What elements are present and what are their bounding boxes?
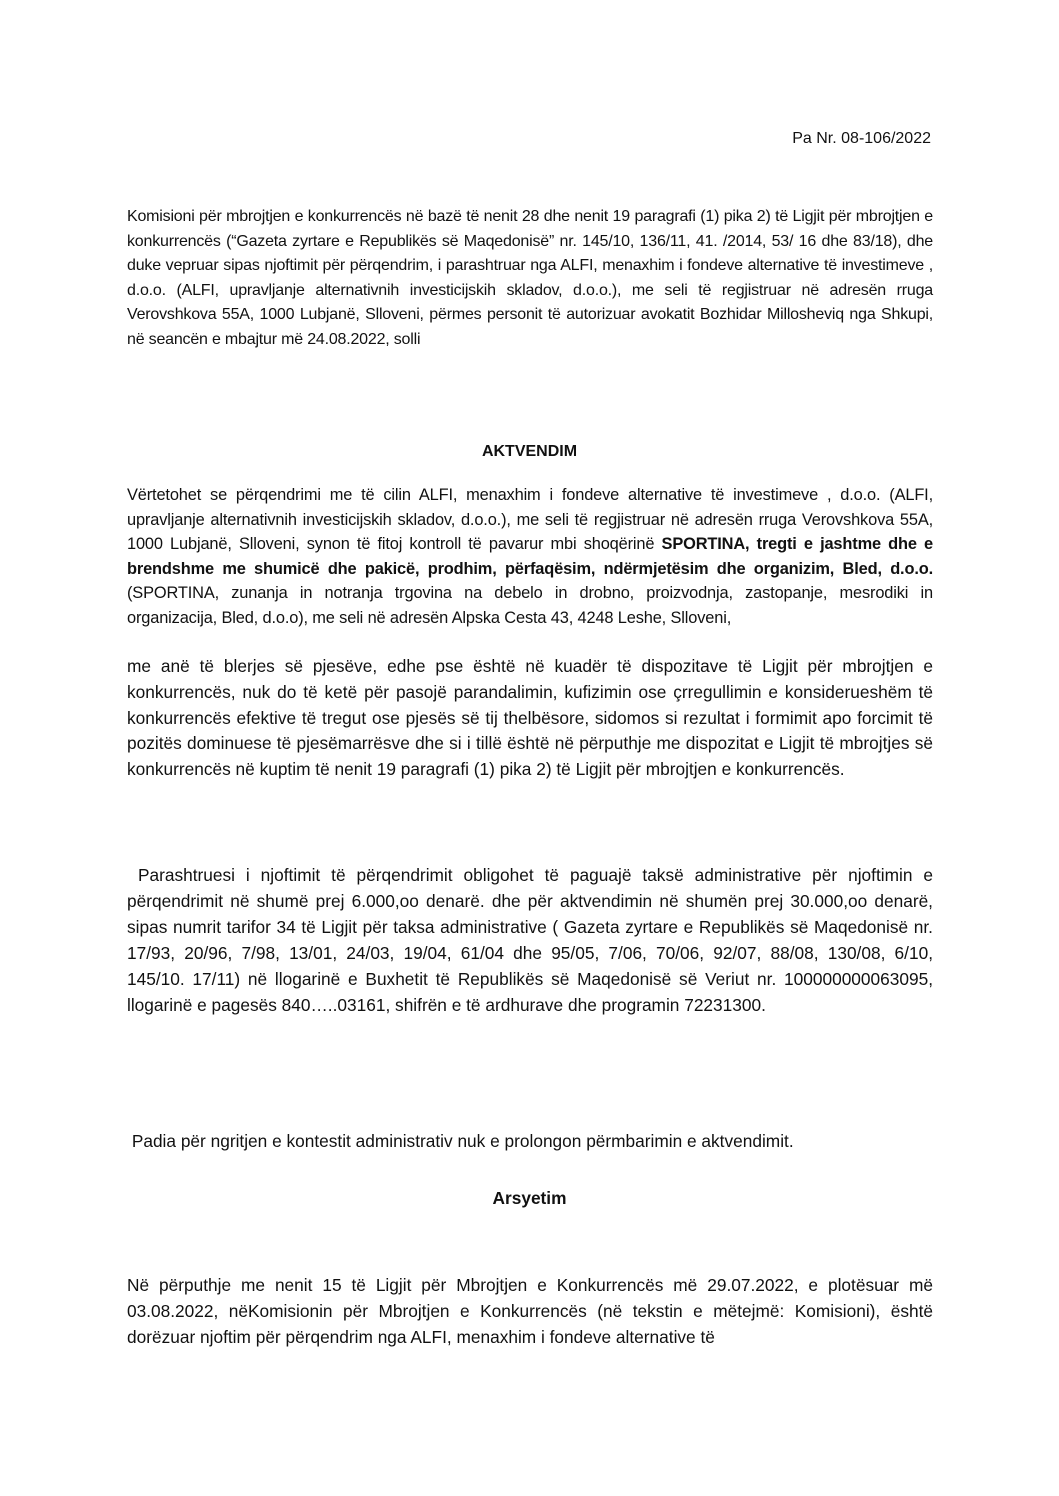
fee-paragraph	[127, 862, 933, 1018]
company-name-bold: SPORTINA, tregti e jashtme dhe e brendshme me shumicë dhe pakicë, prodhim, përfaqësim, ndërmjetësim dhe organizim, Bled, d.o.o.	[127, 535, 934, 578]
case-reference-number: Pa Nr. 08-106/2022	[792, 130, 931, 147]
decision-heading: AKTVENDIM	[481, 443, 578, 460]
appeal-text: Padia për ngritjen e kontestit administrativ nuk e prolongon përmbarimin e aktvendimit.	[131, 1131, 794, 1151]
reasoning-heading: Arsyetim	[492, 1188, 567, 1208]
reasoning-paragraph: Në përputhje me nenit 15 të Ligjit për Mbrojtjen e Konkurrencës më 29.07.2022, e plotësuar më 03.08.2022, nëKomisionin për Mbrojtjen e Konkurrencës (në tekstin e mëtejmë: Komisioni), është dorëzuar njoftim për përqendrim nga ALFI, menaxhim i fondeve alternative të	[127, 1275, 933, 1347]
decision-text-part1: Vërtetohet se përqendrimi me të cilin ALFI, menaxhim i fondeve alternative të investimeve , d.o.o. (ALFI, upravljanje alternativnih investicijskih skladov, d.o.o.), me seli të regjistruar në adresën rruga Verovshkova 55A, 1000 Lubjanë, Slloveni, synon të fitoj kontroll të pavarur mbi shoqërinë	[127, 486, 933, 554]
decision-text-part2: (SPORTINA, zunanja in notranja trgovina na debelo in drobno, proizvodnja, zastopanje, mesrodiki in organizacija, Bled, d.o.o), me seli në adresën Alpska Cesta 43, 4248 Leshe, Slloveni,	[127, 584, 933, 627]
appeal-paragraph	[127, 1128, 933, 1154]
fee-text: Parashtruesi i njoftimit të përqendrimit obligohet të paguajë taksë administrative për njoftimin e përqendrimit në shumë prej 6.000,oo denarë. dhe për aktvendimin në shumën prej 30.000,oo denarë, sipas numrit tarifor 34 të Ligjit për taksa administrative ( Gazeta zyrtare e Republikës së Maqedonisë nr. 17/93, 20/96, 7/98, 13/01, 24/03, 19/04, 61/04 dhe 95/05, 7/06, 70/06, 92/07, 88/08, 130/08, 6/10, 145/10. 17/11) në llogarinë e Buxhetit të Republikës së Maqedonisë së Veriut nr. 100000000063095, llogarinë e pagesës 840…..03161, shifrën e të ardhurave dhe programin 72231300.	[127, 865, 933, 1015]
decision-paragraph-body: me anë të blerjes së pjesëve, edhe pse është në kuadër të dispozitave të Ligjit për mbrojtjen e konkurrencës, nuk do të ketë për pasojë parandalimin, kufizimin ose çrregullimin e konsiderueshëm të konkurrencës efektive të tregut ose pjesës së tij thelbësore, sidomos si rezultat i formimit apo forcimit të pozitës dominuese të pjesëmarrësve dhe si i tillë është në përputhje me dispozitat e Ligjit të mbrojtjes së konkurrencës në kuptim të nenit 19 paragrafi (1) pika 2) të Ligjit për mbrojtjen e konkurrencës.	[127, 656, 933, 780]
decision-paragraph-intro	[127, 483, 933, 631]
preamble-paragraph: Komisioni për mbrojtjen e konkurrencës në bazë të nenit 28 dhe nenit 19 paragrafi (1) pika 2) të Ligjit për mbrojtjen e konkurrencës (“Gazeta zyrtare e Republikës së Maqedonisë” nr. 145/10, 136/11, 41. /2014, 53/ 16 dhe 83/18), dhe duke vepruar sipas njoftimit për përqendrim, i parashtruar nga ALFI, menaxhim i fondeve alternative të investimeve , d.o.o. (ALFI, upravljanje alternativnih investicijskih skladov, d.o.o.), me seli të regjistruar në adresën rruga Verovshkova 55A, 1000 Lubjanë, Slloveni, përmes personit të autorizuar avokatit Bozhidar Millosheviq nga Shkupi, në seancën e mbajtur më 24.08.2022, solli	[127, 208, 933, 348]
